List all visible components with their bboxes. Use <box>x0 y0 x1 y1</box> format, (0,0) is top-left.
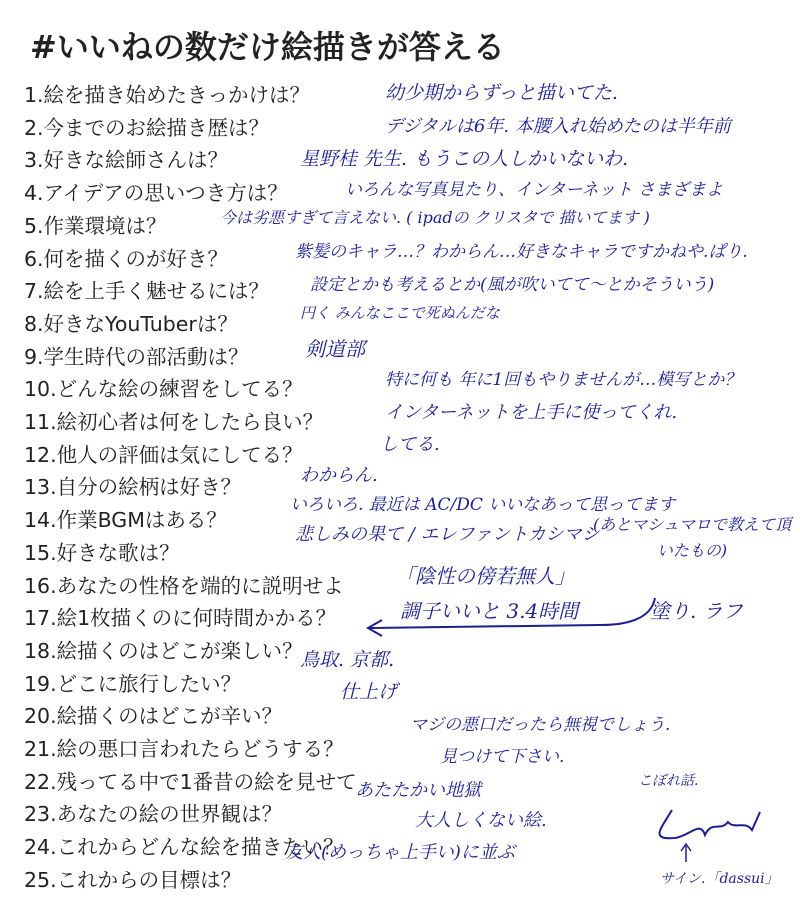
question-14: 14.作業BGMはある？ <box>24 508 227 533</box>
up-arrow-icon <box>681 844 691 862</box>
answer-23: あたたかい地獄 <box>355 780 481 801</box>
answer-22: 見つけて下さい. <box>440 747 565 767</box>
question-17: 17.絵1枚描くのに何時間かかる？ <box>24 606 337 631</box>
answer-1: 幼少期からずっと描いてた. <box>385 82 618 104</box>
question-10: 10.どんな絵の練習をしてる？ <box>24 377 303 402</box>
answer-21: マジの悪口だったら無視でしょう. <box>410 715 671 735</box>
question-7: 7.絵を上手く魅せるには？ <box>24 279 270 304</box>
answer-6: 紫髪のキャラ…？わからん…好きなキャラですかねや.ぱり. <box>295 242 748 262</box>
answer-15: 悲しみの果て / エレファントカシマシ <box>295 524 600 545</box>
signature-scribble <box>660 810 760 838</box>
answer-8: 円く みんなここで死ぬんだな <box>300 304 500 322</box>
question-13: 13.自分の絵柄は好き？ <box>24 475 242 500</box>
extra-label: こぼれ話. <box>638 773 699 789</box>
question-11: 11.絵初心者は何をしたら良い？ <box>24 410 324 434</box>
question-6: 6.何を描くのが好き？ <box>24 246 229 271</box>
answer-11: インターネットを上手に使ってくれ. <box>385 402 678 423</box>
question-22: 22.残ってる中で1番昔の絵を見せて <box>24 769 357 794</box>
question-16: 16.あなたの性格を端的に説明せよ <box>24 573 344 598</box>
answer-18: 塗り. ラフ <box>650 599 743 623</box>
side-note: (あとマシュマロで教えて頂いたもの) <box>593 515 791 560</box>
question-12: 12.他人の評価は気にしてる？ <box>24 442 303 467</box>
answer-20: 仕上げ <box>340 681 398 703</box>
question-18: 18.絵描くのはどこが楽しい？ <box>24 638 303 663</box>
answer-10: 特に何も 年に1回もやりませんが…模写とか？ <box>385 370 742 390</box>
question-1: 1.絵を描き始めたきっかけは？ <box>24 83 311 107</box>
signature-label: サイン.「dassui」 <box>660 871 779 887</box>
arrowhead-icon <box>368 620 382 636</box>
answer-17: 調子いいと 3.4時間 <box>400 599 579 623</box>
answer-2: デジタルは6年. 本腰入れ始めたのは半年前 <box>385 116 731 137</box>
page-title: #いいねの数だけ絵描きが答える <box>30 28 505 66</box>
question-5: 5.作業環境は？ <box>24 213 167 238</box>
answer-9: 剣道部 <box>305 337 365 361</box>
question-23: 23.あなたの絵の世界観は？ <box>24 802 283 827</box>
question-25: 25.これからの目標は？ <box>24 867 242 892</box>
question-9: 9.学生時代の部活動は？ <box>24 344 249 369</box>
question-21: 21.絵の悪口言われたらどうする？ <box>24 737 344 761</box>
question-4: 4.アイデアの思いつき方は？ <box>24 181 288 206</box>
answer-14: いろいろ. 最近は AC/DC いいなあって思ってます <box>290 495 676 515</box>
question-8: 8.好きなYouTuberは？ <box>24 311 238 336</box>
answer-24: 大人しくない絵. <box>415 810 547 831</box>
answer-12: してる. <box>380 434 440 455</box>
question-19: 19.どこに旅行したい？ <box>24 671 242 696</box>
question-24: 24.これからどんな絵を描きたい？ <box>24 835 344 860</box>
answer-19: 鳥取. 京都. <box>300 649 395 671</box>
question-2: 2.今までのお絵描き歴は？ <box>24 115 270 140</box>
answer-16: 「陰性の傍若無人」 <box>395 564 575 588</box>
answer-13: わからん. <box>300 465 378 486</box>
question-15: 15.好きな歌は？ <box>24 540 180 565</box>
answer-25: 友人(めっちゃ上手い)に並ぶ <box>285 842 515 863</box>
question-20: 20.絵描くのはどこが辛い？ <box>24 704 283 729</box>
answer-7: 設定とかも考えるとか(風が吹いてて〜とかそういう) <box>310 275 715 295</box>
answer-3: 星野桂 先生. もうこの人しかいないわ. <box>300 148 629 170</box>
answer-5: 今は劣悪すぎて言えない. ( ipadの クリスタで 描いてます ) <box>220 208 650 227</box>
answer-4: いろんな写真見たり、インターネット さまざまよ <box>345 180 723 200</box>
question-3: 3.好きな絵師さんは？ <box>24 148 229 173</box>
